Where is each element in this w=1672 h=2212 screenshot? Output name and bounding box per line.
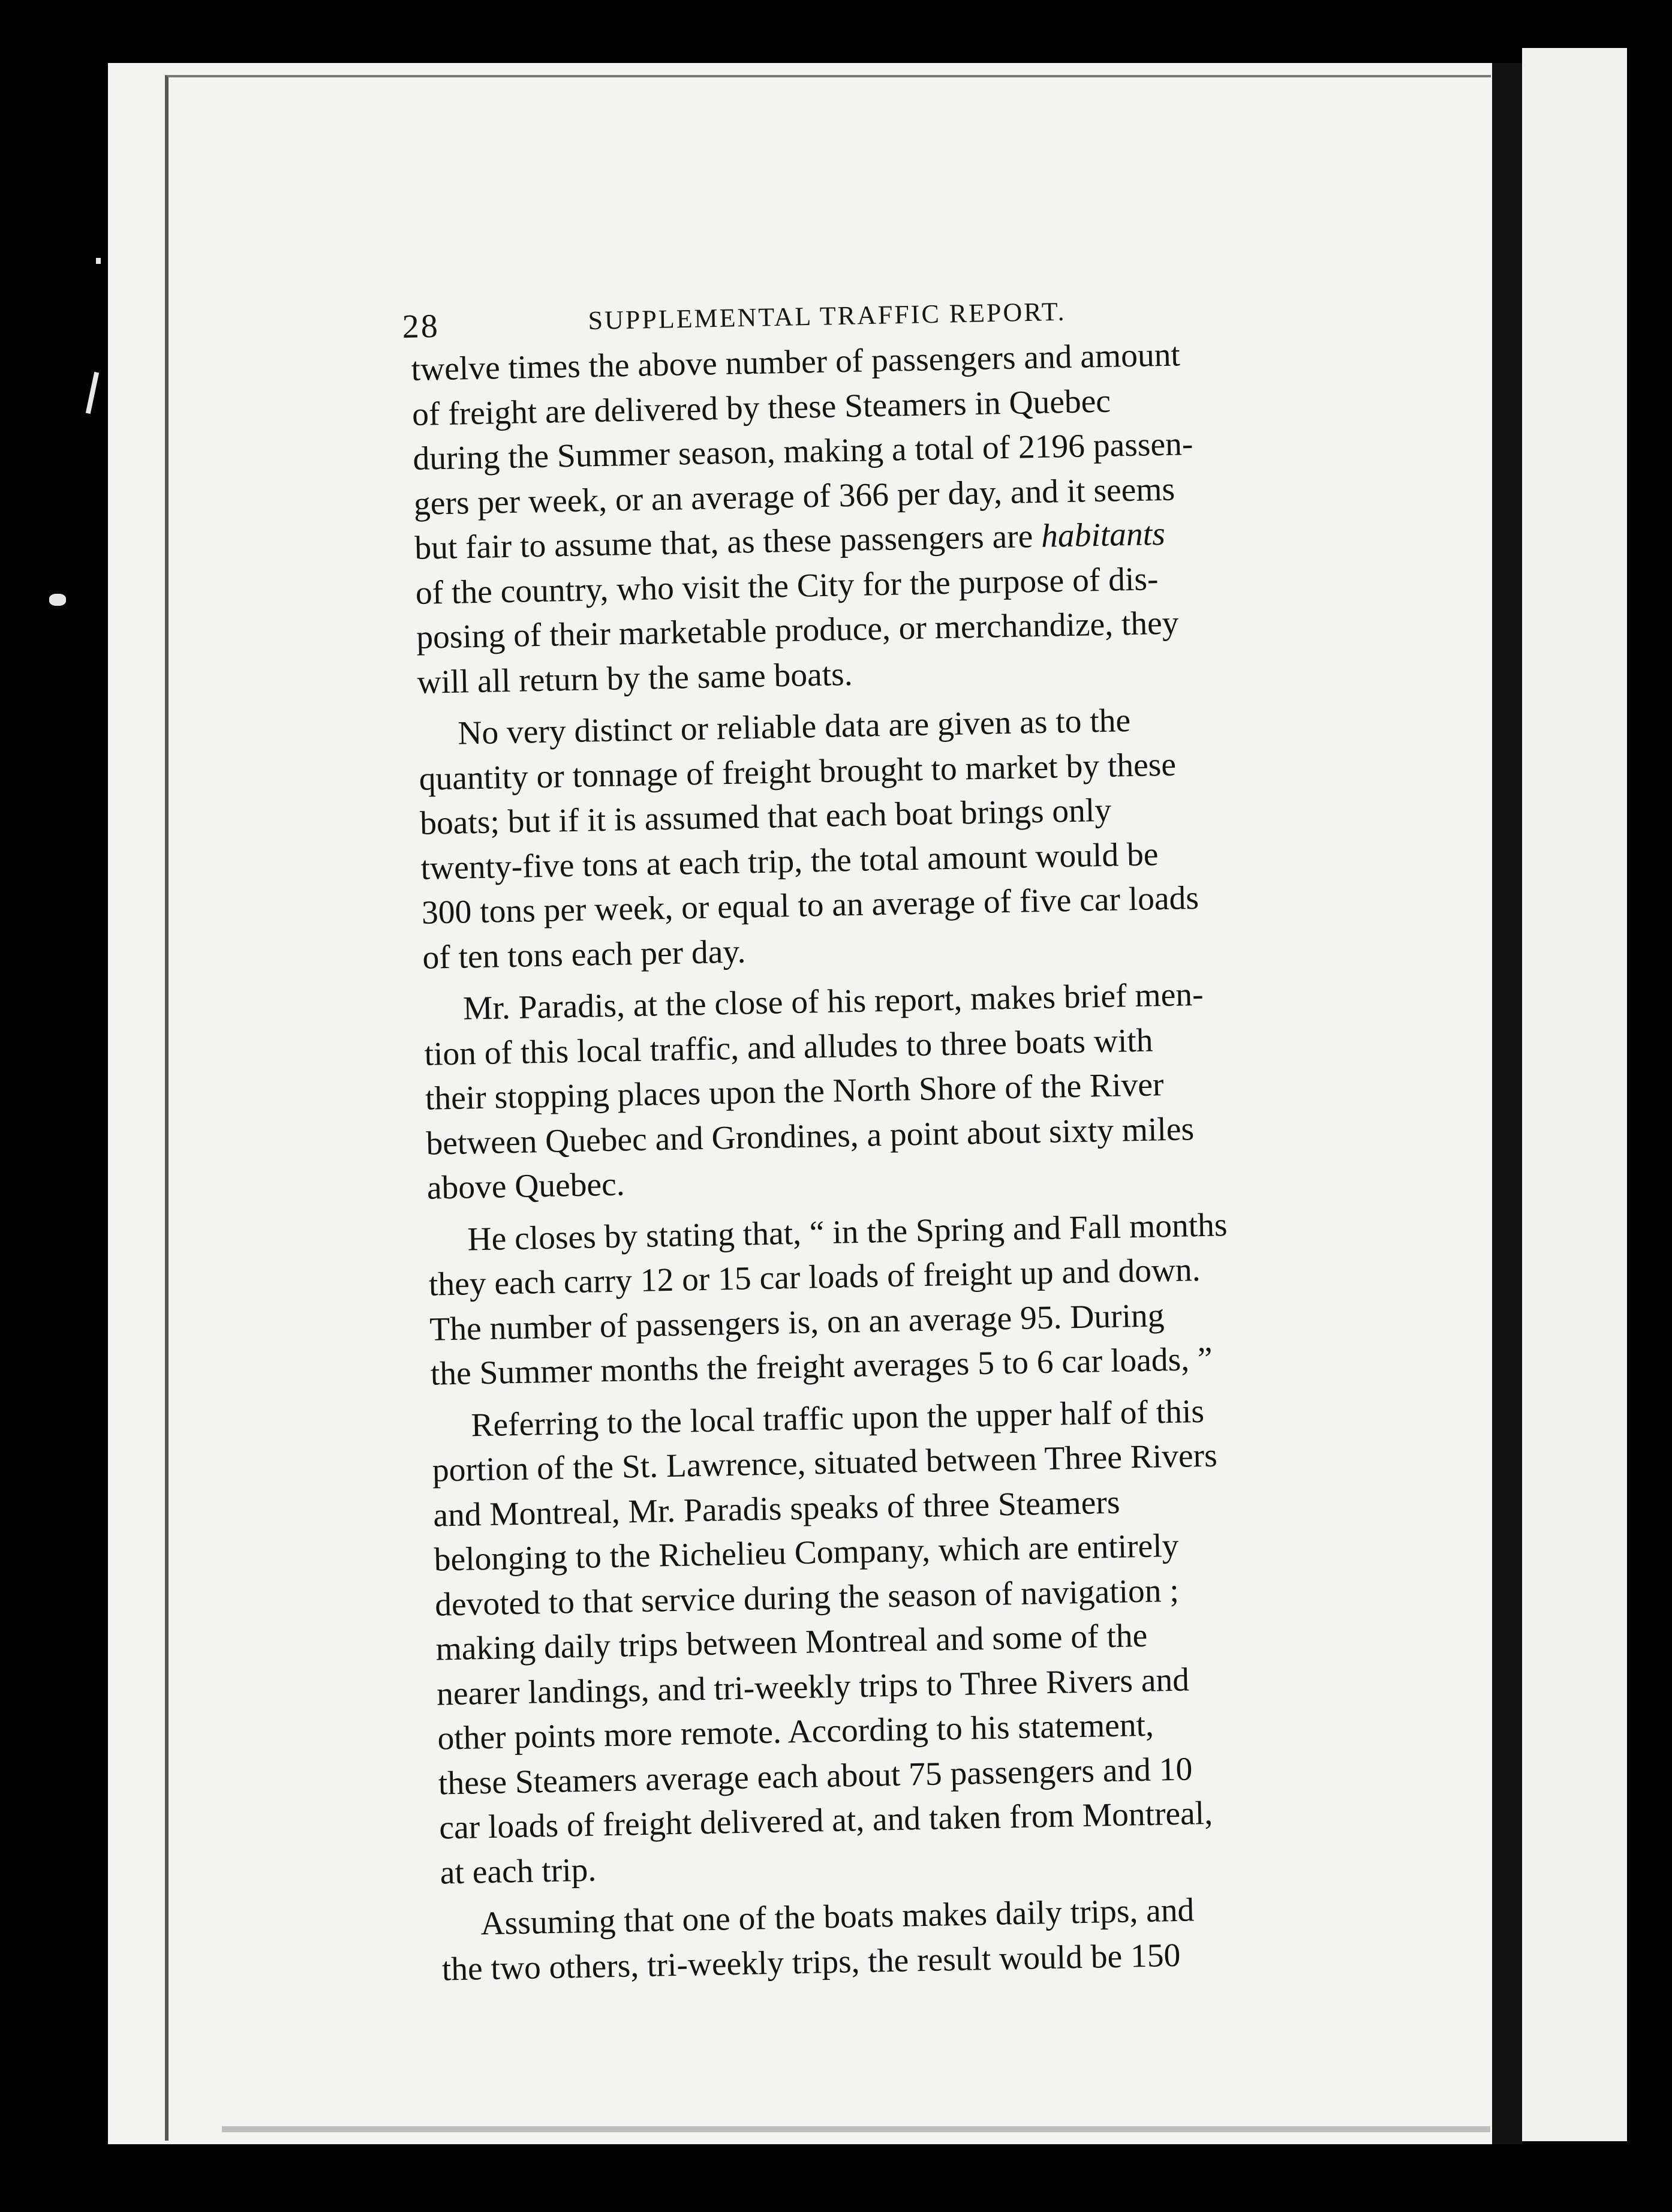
scan-speck: [49, 594, 66, 606]
text-line: between Quebec and Grondines, a point about sixty miles: [425, 1110, 1195, 1162]
text-line: No very distinct or reliable data are given as to the: [457, 702, 1131, 752]
text-line: tion of this local traffic, and alludes to three boats with: [424, 1021, 1154, 1073]
text-line: car loads of freight delivered at, and taken from Montreal,: [438, 1795, 1213, 1847]
text-line: boats; but if it is assumed that each boat brings only: [419, 792, 1112, 842]
text-line: nearer landings, and tri-weekly trips to Three Rivers and: [436, 1661, 1190, 1713]
text-line: of the country, who visit the City for the purpose of dis-: [415, 560, 1159, 612]
text-line: the Summer months the freight averages 5 to 6 car loads, ”: [430, 1341, 1213, 1393]
text-line: Mr. Paradis, at the close of his report, makes brief men-: [462, 976, 1204, 1027]
paragraph: [423, 970, 1339, 1212]
paragraph: [431, 1387, 1352, 1896]
text-line: of ten tons each per day.: [422, 933, 746, 976]
text-line: 300 tons per week, or equal to an average of five car loads: [421, 879, 1199, 931]
page-number: 28: [402, 307, 440, 345]
text-line: the two others, tri-weekly trips, the result would be 150: [441, 1937, 1181, 1988]
page-bottom-edge: [222, 2126, 1490, 2132]
facing-page-strip: [1522, 48, 1627, 2141]
text-line: but fair to assume that, as these passengers are: [414, 518, 1033, 567]
text-line: and Montreal, Mr. Paradis speaks of three Steamers: [432, 1484, 1120, 1534]
text-line: of freight are delivered by these Steamers in Quebec: [411, 383, 1111, 433]
text-line: at each trip.: [440, 1852, 597, 1892]
text-line: Referring to the local traffic upon the upper half of this: [470, 1393, 1205, 1444]
text-line: gers per week, or an average of 366 per day, and it seems: [413, 471, 1175, 522]
text-line: they each carry 12 or 15 car loads of freight up and down.: [428, 1252, 1201, 1303]
running-head-title: SUPPLEMENTAL TRAFFIC REPORT.: [588, 296, 1066, 336]
text-line: these Steamers average each about 75 passengers and 10: [438, 1750, 1193, 1802]
text-line: quantity or tonnage of freight brought to market by these: [419, 746, 1177, 798]
scan-dark-margin-left: [0, 0, 111, 2212]
paragraph: [441, 1885, 1354, 1992]
text-line: making daily trips between Montreal and some of the: [435, 1617, 1148, 1668]
text-line: twenty-five tons at each trip, the total amount would be: [420, 835, 1159, 887]
paragraph: [411, 330, 1329, 705]
text-line: above Quebec.: [426, 1166, 626, 1207]
text-line: their stopping places upon the North Shore of the River: [425, 1066, 1164, 1117]
text-line: He closes by stating that, “ in the Spring and Fall months: [467, 1206, 1228, 1258]
text-line: devoted to that service during the season of navigation ;: [434, 1572, 1180, 1624]
paragraph: [428, 1201, 1342, 1397]
italic-word: habitants: [1041, 515, 1166, 555]
scan-dark-margin-right: [1627, 36, 1672, 2212]
page-gutter-fold: [1492, 63, 1522, 2144]
text-line: posing of their marketable produce, or merchandize, they: [416, 605, 1180, 656]
text-line: The number of passengers is, on an average 95. During: [429, 1297, 1165, 1348]
body-text: [411, 330, 1354, 2000]
text-line: twelve times the above number of passengers and amount: [411, 336, 1181, 388]
text-line: belonging to the Richelieu Company, which are entirely: [434, 1527, 1179, 1579]
text-line: during the Summer season, making a total of 2196 passen-: [412, 425, 1193, 477]
paragraph: [418, 695, 1334, 981]
text-line: Assuming that one of the boats makes daily trips, and: [480, 1892, 1195, 1943]
text-line: portion of the St. Lawrence, situated between Three Rivers: [432, 1437, 1218, 1489]
text-line: other points more remote. According to his statement,: [437, 1706, 1154, 1757]
text-line: will all return by the same boats.: [417, 656, 853, 701]
scan-speck: [96, 258, 101, 264]
